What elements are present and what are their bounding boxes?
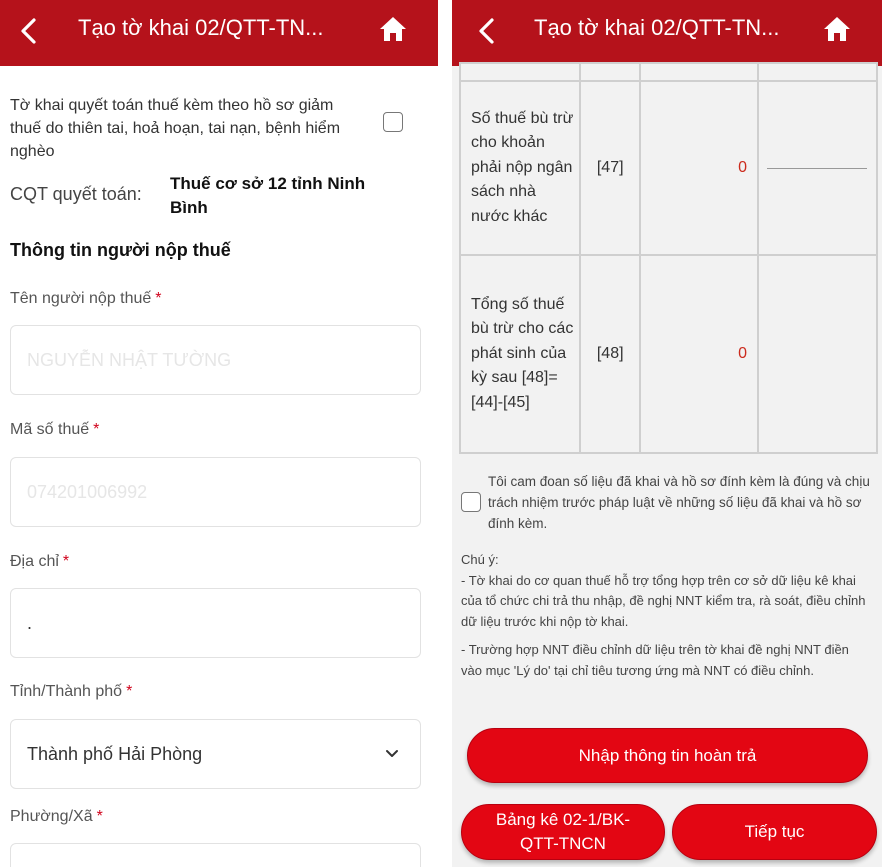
province-label: Tỉnh/Thành phố * — [10, 683, 133, 700]
chevron-down-icon — [384, 746, 400, 762]
taxpayer-name-field[interactable]: NGUYỄN NHẬT TƯỜNG — [10, 325, 421, 395]
row-reason-input[interactable] — [758, 81, 877, 255]
row-code: [47] — [580, 81, 640, 255]
page-title: Tạo tờ khai 02/QTT-TN... — [534, 15, 780, 40]
continue-button[interactable]: Tiếp tục — [672, 804, 877, 860]
province-select[interactable] — [10, 719, 421, 789]
row-value: 0 — [640, 255, 758, 453]
disaster-declaration-checkbox[interactable] — [383, 112, 403, 132]
note-item: - Trường hợp NNT điều chỉnh dữ liệu trên tờ khai đề nghị NNT điền vào mục 'Lý do' tại chỉ tiêu tương ứng mà NNT có điều chỉnh. — [461, 642, 849, 678]
cqt-label: CQT quyết toán: — [10, 184, 142, 204]
province-selected-value: Thành phố Hải Phòng — [27, 743, 203, 764]
commitment-text: Tôi cam đoan số liệu đã khai và hồ sơ đính kèm là đúng và chịu trách nhiệm trước pháp luật về những số liệu đã khai và hồ sơ đính kèm. — [488, 474, 870, 531]
table-row — [460, 81, 877, 255]
required-mark: * — [62, 553, 70, 570]
tax-code-label: Mã số thuế * — [10, 421, 100, 438]
required-mark: * — [126, 683, 133, 700]
home-icon[interactable] — [378, 14, 408, 44]
disaster-declaration-label: Tờ khai quyết toán thuế kèm theo hồ sơ giảm thuế do thiên tai, hoả hoạn, tai nạn, bệnh hiểm nghèo — [10, 97, 341, 160]
page-title: Tạo tờ khai 02/QTT-TN... — [78, 15, 324, 40]
address-label: Địa chỉ * — [10, 553, 70, 570]
table-row — [460, 63, 877, 81]
notes-title: Chú ý: — [461, 552, 499, 567]
notes — [461, 550, 871, 689]
required-mark: * — [93, 421, 100, 438]
cqt-value: Thuế cơ sở 12 tỉnh Ninh Bình — [170, 174, 366, 217]
ward-select[interactable] — [10, 843, 421, 867]
app-header — [452, 0, 882, 66]
tax-code-field[interactable]: 074201006992 — [10, 457, 421, 527]
row-value: 0 — [640, 81, 758, 255]
tax-offset-table — [459, 62, 878, 454]
ward-label: Phường/Xã * — [10, 808, 103, 825]
enter-refund-info-button[interactable]: Nhập thông tin hoàn trả — [467, 728, 868, 783]
chevron-left-icon[interactable] — [14, 14, 44, 48]
screen-divider — [438, 0, 452, 867]
note-item: - Tờ khai do cơ quan thuế hỗ trợ tổng hợp trên cơ sở dữ liệu kê khai của tổ chức chi trả thu nhập, đề nghị NNT kiểm tra, rà soát, điều chỉnh dữ liệu trước khi nộp tờ khai. — [461, 572, 866, 629]
required-mark: * — [155, 290, 162, 307]
schedule-02-1-button[interactable]: Bảng kê 02-1/BK-QTT-TNCN — [461, 804, 665, 860]
app-header — [0, 0, 438, 66]
row-label: Số thuế bù trừ cho khoản phải nộp ngân sách nhà nước khác — [460, 81, 580, 255]
taxpayer-name-label: Tên người nộp thuế * — [10, 290, 162, 307]
table-row — [460, 255, 877, 453]
home-icon[interactable] — [822, 14, 852, 44]
required-mark: * — [96, 808, 103, 825]
chevron-left-icon[interactable] — [472, 14, 502, 48]
row-code: [48] — [580, 255, 640, 453]
section-title-taxpayer: Thông tin người nộp thuế — [10, 240, 231, 260]
address-field[interactable]: . — [10, 588, 421, 658]
commitment-checkbox[interactable] — [461, 492, 481, 512]
row-label: Tổng số thuế bù trừ cho các phát sinh của kỳ sau [48]=[44]-[45] — [460, 255, 580, 453]
left-screen — [0, 0, 438, 867]
row-reason-cell — [758, 255, 877, 453]
